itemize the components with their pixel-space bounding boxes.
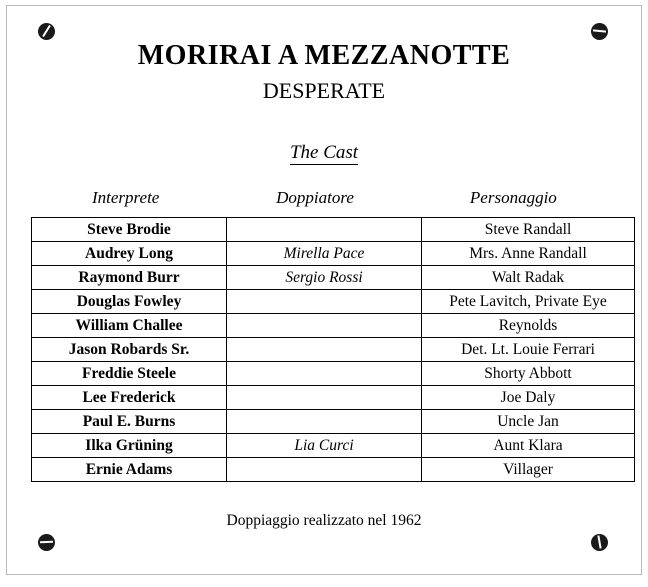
cell-interprete: Lee Frederick <box>32 386 227 410</box>
cell-interprete: Freddie Steele <box>32 362 227 386</box>
table-row <box>32 338 635 362</box>
page-title: MORIRAI A MEZZANOTTE <box>137 40 511 71</box>
cell-interprete: Paul E. Burns <box>32 410 227 434</box>
table-row <box>32 434 635 458</box>
cell-personaggio: Shorty Abbott <box>422 362 635 386</box>
table-row <box>32 218 635 242</box>
cell-interprete: William Challee <box>32 314 227 338</box>
column-header-doppiatore: Doppiatore <box>276 188 354 207</box>
table-row <box>32 242 635 266</box>
cell-doppiatore <box>227 314 422 338</box>
cell-personaggio: Uncle Jan <box>422 410 635 434</box>
cell-personaggio: Mrs. Anne Randall <box>422 242 635 266</box>
column-header-personaggio: Personaggio <box>469 188 557 207</box>
column-header-interprete: Interprete <box>92 188 160 207</box>
table-row <box>32 386 635 410</box>
table-row <box>32 410 635 434</box>
table-row <box>32 362 635 386</box>
cell-interprete: Raymond Burr <box>32 266 227 290</box>
cell-personaggio: Reynolds <box>422 314 635 338</box>
cell-personaggio: Joe Daly <box>422 386 635 410</box>
cell-interprete: Steve Brodie <box>32 218 227 242</box>
cell-personaggio: Aunt Klara <box>422 434 635 458</box>
cell-personaggio: Det. Lt. Louie Ferrari <box>422 338 635 362</box>
cell-personaggio: Villager <box>422 458 635 482</box>
cell-doppiatore <box>227 410 422 434</box>
cell-interprete: Douglas Fowley <box>32 290 227 314</box>
cast-heading-text: The Cast <box>289 142 359 163</box>
cell-interprete: Jason Robards Sr. <box>32 338 227 362</box>
footer-note: Doppiaggio realizzato nel 1962 <box>226 512 422 529</box>
cast-table <box>31 217 635 482</box>
cell-doppiatore <box>227 338 422 362</box>
cell-doppiatore <box>227 290 422 314</box>
cell-doppiatore <box>227 386 422 410</box>
table-row <box>32 314 635 338</box>
cell-doppiatore <box>227 218 422 242</box>
cell-doppiatore <box>227 458 422 482</box>
cell-interprete: Ilka Grüning <box>32 434 227 458</box>
cell-doppiatore <box>227 362 422 386</box>
cell-personaggio: Walt Radak <box>422 266 635 290</box>
cell-interprete: Ernie Adams <box>32 458 227 482</box>
table-row <box>32 266 635 290</box>
screw-icon-bottom-left <box>38 534 55 551</box>
screw-icon-bottom-right <box>591 534 608 551</box>
cell-doppiatore: Lia Curci <box>227 434 422 458</box>
cell-doppiatore: Mirella Pace <box>227 242 422 266</box>
cell-personaggio: Pete Lavitch, Private Eye <box>422 290 635 314</box>
document-page <box>6 5 642 575</box>
page-subtitle: DESPERATE <box>262 78 386 103</box>
table-column-headers <box>31 188 617 208</box>
screw-icon-top-right <box>591 23 608 40</box>
cell-doppiatore: Sergio Rossi <box>227 266 422 290</box>
table-row <box>32 458 635 482</box>
cell-personaggio: Steve Randall <box>422 218 635 242</box>
screw-icon-top-left <box>38 23 55 40</box>
cast-heading <box>7 142 641 164</box>
table-row <box>32 290 635 314</box>
cell-interprete: Audrey Long <box>32 242 227 266</box>
